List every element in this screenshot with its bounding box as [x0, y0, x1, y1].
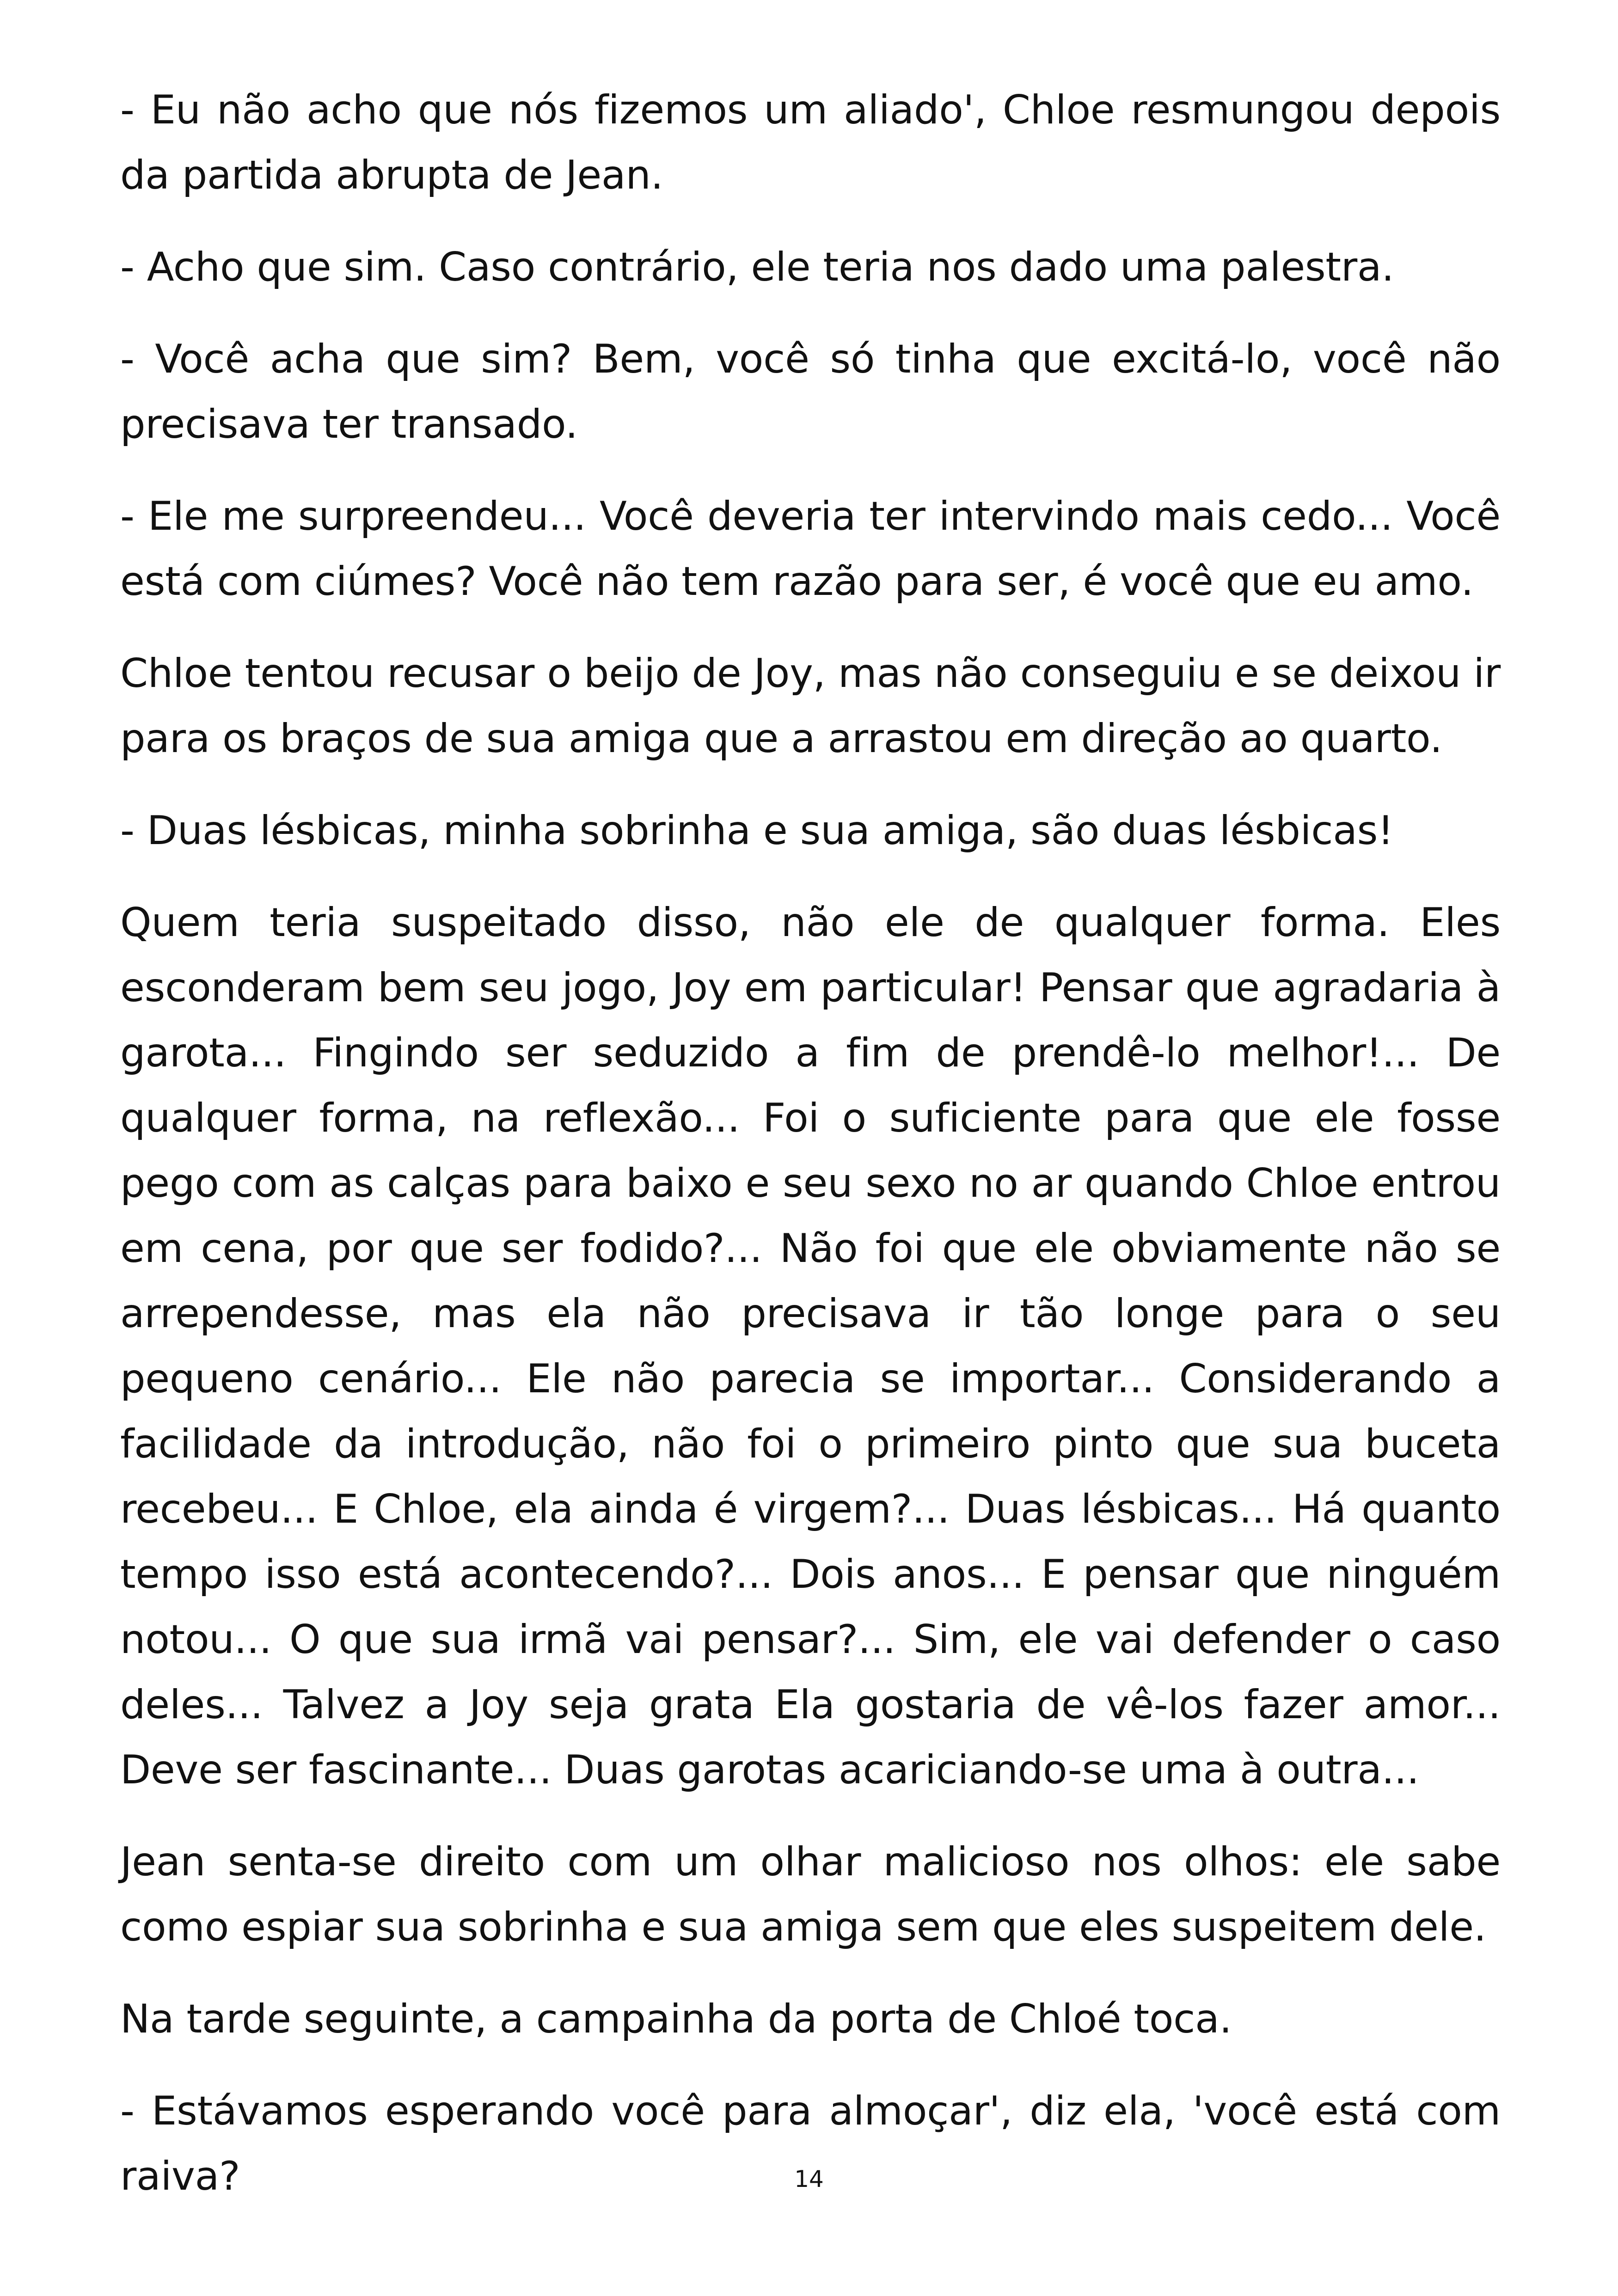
page-body	[120, 78, 1501, 2236]
paragraph: Na tarde seguinte, a campainha da porta de Chloé toca.	[120, 1996, 1232, 2042]
paragraph: - Você acha que sim? Bem, você só tinha que excitá-lo, você não precisava ter transado.	[120, 336, 1501, 447]
paragraph: - Acho que sim. Caso contrário, ele teria nos dado uma palestra.	[120, 244, 1394, 290]
paragraph: Quem teria suspeitado disso, não ele de qualquer forma. Eles esconderam bem seu jogo, Joy em particular! Pensar que agradaria à garota... Fingindo ser seduzido a fim de prendê-lo melhor!... De qualquer forma, na reflexão... Foi o suficiente para que ele fosse pego com as calças para baixo e seu sexo no ar quando Chloe entrou em cena, por que ser fodido?... Não foi que ele obviamente não se arrependesse, mas ela não precisava ir tão longe para o seu pequeno cenário... Ele não parecia se importar... Considerando a facilidade da introdução, não foi o primeiro pinto que sua buceta recebeu... E Chloe, ela ainda é virgem?... Duas lésbicas... Há quanto tempo isso está acontecendo?... Dois anos... E pensar que ninguém notou... O que sua irmã vai pensar?... Sim, ele vai defender o caso deles... Talvez a Joy seja grata Ela gostaria de vê-los fazer amor... Deve ser fascinante... Duas garotas acariciando-se uma à outra...	[120, 900, 1501, 1793]
paragraph: - Estávamos esperando você para almoçar', diz ela, 'você está com raiva?	[120, 2088, 1501, 2199]
paragraph: Chloe tentou recusar o beijo de Joy, mas não conseguiu e se deixou ir para os braços de sua amiga que a arrastou em direção ao quarto.	[120, 650, 1501, 762]
paragraph: - Duas lésbicas, minha sobrinha e sua amiga, são duas lésbicas!	[120, 808, 1394, 854]
paragraph: Jean senta-se direito com um olhar malicioso nos olhos: ele sabe como espiar sua sobrinha e sua amiga sem que eles suspeitem dele.	[120, 1839, 1501, 1950]
page-number: 14	[794, 2166, 824, 2192]
paragraph: - Ele me surpreendeu... Você deveria ter intervindo mais cedo... Você está com ciúmes? Você não tem razão para ser, é você que eu amo.	[120, 493, 1501, 605]
paragraph: - Eu não acho que nós fizemos um aliado', Chloe resmungou depois da partida abrupta de Jean.	[120, 87, 1501, 198]
